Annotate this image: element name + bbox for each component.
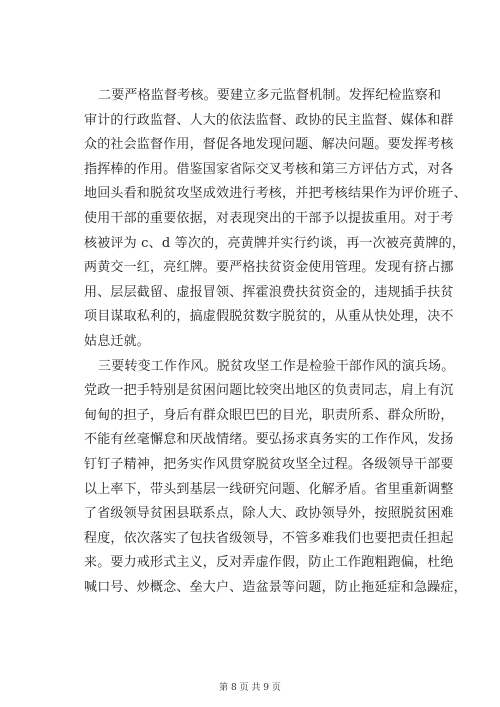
paragraph-1-line: 用、层层截留、虚报冒领、挥霍浪费扶贫资金的，违规插手扶贫	[84, 284, 454, 300]
paragraph-2-line: 钉钉子精神，把务实作风贯穿脱贫攻坚全过程。各级领导干部要	[84, 456, 454, 472]
paragraph-1-line: 使用干部的重要依据，对表现突出的干部予以提拔重用。对于考	[84, 210, 454, 226]
paragraph-2-line: 不能有丝毫懈怠和厌战情绪。要弘扬求真务实的工作作风，发扬	[84, 432, 454, 448]
paragraph-1-line: 二要严格监督考核。要建立多元监督机制。发挥纪检监察和	[98, 88, 442, 103]
paragraph-2-line: 以上率下，带头到基层一线研究问题、化解矛盾。省里重新调整	[84, 481, 454, 497]
paragraph-2-line: 了省级领导贫困县联系点，除人大、政协领导外，按照脱贫困难	[84, 506, 454, 522]
paragraph-1-line: 两黄交一红，亮红牌。要严格扶贫资金使用管理。发现有挤占挪	[84, 260, 454, 276]
paragraph-2-line: 甸甸的担子，身后有群众眼巴巴的目光，职责所系、群众所盼，	[84, 407, 454, 423]
paragraph-2-line: 党政一把手特别是贫困问题比较突出地区的负责同志，肩上有沉	[84, 383, 454, 399]
paragraph-1-line: 姑息迁就。	[84, 333, 151, 349]
paragraph-2-line: 三要转变工作作风。脱贫攻坚工作是检验干部作风的演兵场。	[98, 358, 455, 374]
paragraph-1-line: 审计的行政监督、人大的依法监督、政协的民主监督、媒体和群	[84, 112, 454, 128]
paragraph-2-line: 喊口号、炒概念、垒大户、造盆景等问题，防止拖延症和急躁症，	[84, 579, 467, 595]
paragraph-1-line: 项目谋取私利的，搞虚假脱贫数字脱贫的，从重从快处理，决不	[84, 309, 454, 325]
page-footer: 第 8 页 共 9 页	[219, 683, 281, 693]
paragraph-1-line: 众的社会监督作用，督促各地发现问题、解决问题。要发挥考核	[84, 137, 454, 153]
paragraph-2-line: 程度，依次落实了包扶省级领导，不管多难我们也要把责任担起	[84, 530, 454, 546]
paragraph-1-line: 指挥棒的作用。借鉴国家省际交叉考核和第三方评估方式，对各	[84, 161, 454, 177]
paragraph-1-line: 地回头看和脱贫攻坚成效进行考核，并把考核结果作为评价班子、	[84, 186, 467, 202]
body-text	[84, 84, 467, 600]
paragraph-2-line: 来。要力戒形式主义，反对弄虚作假，防止工作跑粗跑偏，杜绝	[84, 555, 454, 571]
paragraph-1-line: 核被评为 c、d 等次的，亮黄牌并实行约谈，再一次被亮黄牌的，	[84, 235, 466, 251]
